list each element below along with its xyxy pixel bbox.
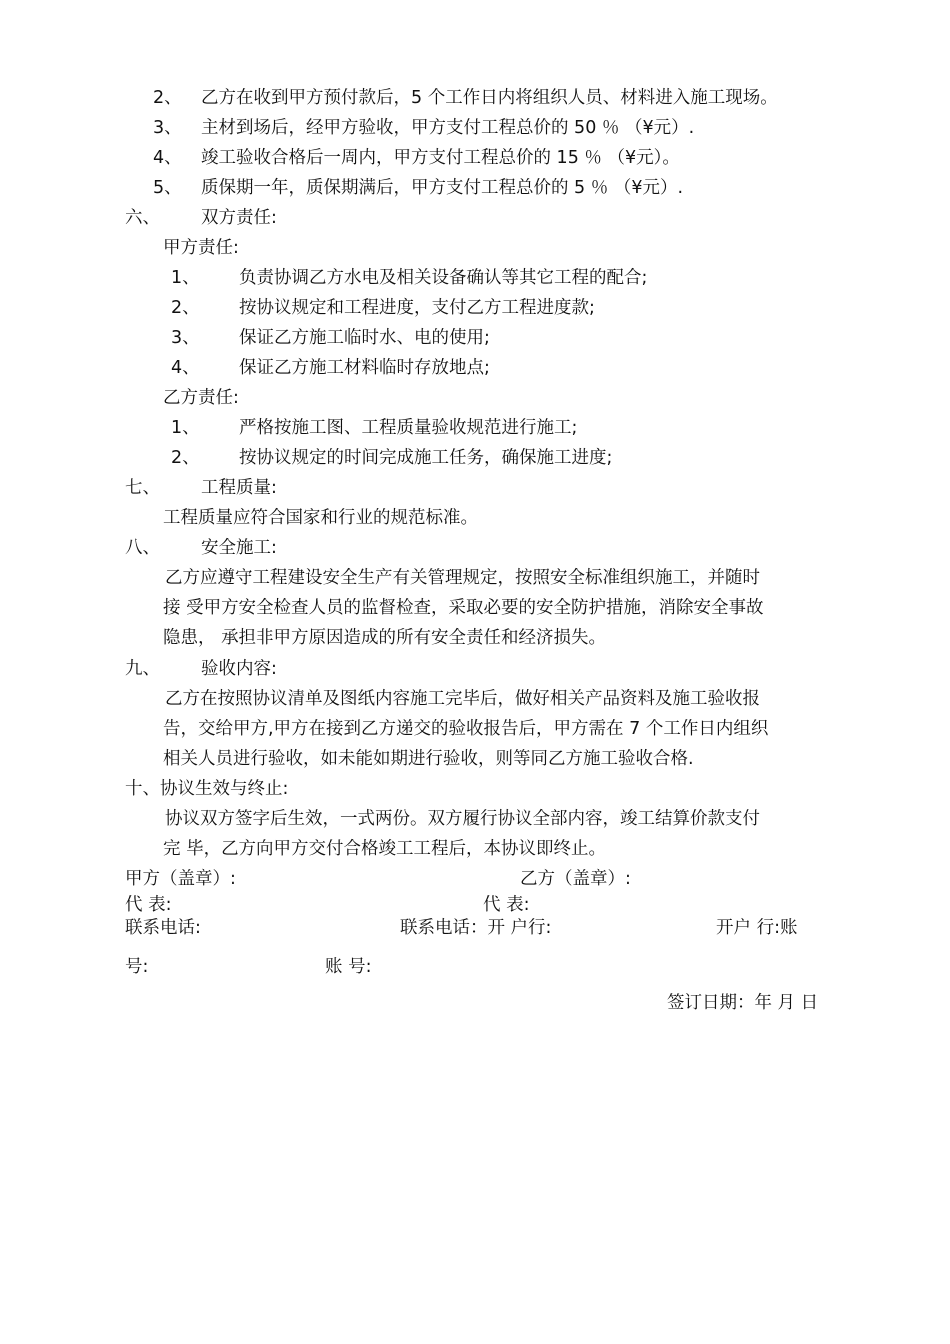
paragraph-line: 工程质量应符合国家和行业的规范标准。 xyxy=(163,508,478,528)
payment-item-number: 4、 xyxy=(153,148,182,168)
section-number: 七、 xyxy=(125,478,160,498)
sign-date-label: 签订日期：年 月 日 xyxy=(667,993,819,1013)
paragraph-line: 隐患， 承担非甲方原因造成的所有安全责任和经济损失。 xyxy=(163,628,607,648)
list-item-number: 2、 xyxy=(171,448,200,468)
list-item-text: 负责协调乙方水电及相关设备确认等其它工程的配合; xyxy=(239,268,648,288)
party-a-representative-label: 代 表: xyxy=(125,895,172,915)
section-number: 八、 xyxy=(125,538,160,558)
paragraph-line: 相关人员进行验收，如未能如期进行验收，则等同乙方施工验收合格. xyxy=(163,749,694,769)
list-item-number: 3、 xyxy=(171,328,200,348)
list-item-number: 4、 xyxy=(171,358,200,378)
list-item-text: 严格按施工图、工程质量验收规范进行施工; xyxy=(239,418,578,438)
party-a-responsibility-heading: 甲方责任: xyxy=(163,238,239,258)
list-item-text: 按协议规定的时间完成施工任务，确保施工进度; xyxy=(239,448,613,468)
party-a-account-label: 号: xyxy=(125,957,149,977)
paragraph-line: 协议双方签字后生效，一式两份。双方履行协议全部内容，竣工结算价款支付 xyxy=(165,809,760,829)
paragraph-line: 告，交给甲方,甲方在接到乙方递交的验收报告后，甲方需在 7 个工作日内组织 xyxy=(163,719,769,739)
section-title: 工程质量: xyxy=(201,478,277,498)
list-item-number: 2、 xyxy=(171,298,200,318)
party-b-representative-label: 代 表: xyxy=(483,895,530,915)
paragraph-line: 乙方在按照协议清单及图纸内容施工完毕后，做好相关产品资料及施工验收报 xyxy=(165,689,760,709)
section-number: 六、 xyxy=(125,208,160,228)
party-b-seal-label: 乙方（盖章）: xyxy=(520,869,631,889)
paragraph-line: 乙方应遵守工程建设安全生产有关管理规定，按照安全标准组织施工，并随时 xyxy=(165,568,760,588)
payment-item-text: 质保期一年，质保期满后，甲方支付工程总价的 5 ％ （¥元）. xyxy=(201,178,684,198)
payment-item-number: 3、 xyxy=(153,118,182,138)
payment-item-text: 主材到场后，经甲方验收，甲方支付工程总价的 50 ％ （¥元）. xyxy=(201,118,695,138)
party-a-seal-label: 甲方（盖章）: xyxy=(125,869,236,889)
party-b-responsibility-heading: 乙方责任: xyxy=(163,388,239,408)
section-title: 验收内容: xyxy=(201,659,277,679)
list-item-text: 保证乙方施工临时水、电的使用; xyxy=(239,328,490,348)
payment-item-text: 竣工验收合格后一周内，甲方支付工程总价的 15 ％ （¥元）。 xyxy=(201,148,680,168)
section-title: 十、协议生效与终止: xyxy=(125,779,289,799)
list-item-number: 1、 xyxy=(171,268,200,288)
section-number: 九、 xyxy=(125,659,160,679)
payment-item-text: 乙方在收到甲方预付款后，5 个工作日内将组织人员、材料进入施工现场。 xyxy=(201,88,778,108)
list-item-text: 保证乙方施工材料临时存放地点; xyxy=(239,358,490,378)
party-a-phone-label: 联系电话: xyxy=(125,918,201,938)
section-title: 安全施工: xyxy=(201,538,277,558)
payment-item-number: 5、 xyxy=(153,178,182,198)
section-title: 双方责任: xyxy=(201,208,277,228)
list-item-text: 按协议规定和工程进度，支付乙方工程进度款; xyxy=(239,298,595,318)
party-b-account-label: 账 号: xyxy=(325,957,372,977)
payment-item-number: 2、 xyxy=(153,88,182,108)
list-item-number: 1、 xyxy=(171,418,200,438)
paragraph-line: 接 受甲方安全检查人员的监督检查，采取必要的安全防护措施，消除安全事故 xyxy=(163,598,764,618)
bank-account-label: 开户 行:账 xyxy=(716,918,798,938)
paragraph-line: 完 毕，乙方向甲方交付合格竣工工程后，本协议即终止。 xyxy=(163,839,607,859)
party-b-phone-bank-label: 联系电话：开 户行: xyxy=(400,918,552,938)
